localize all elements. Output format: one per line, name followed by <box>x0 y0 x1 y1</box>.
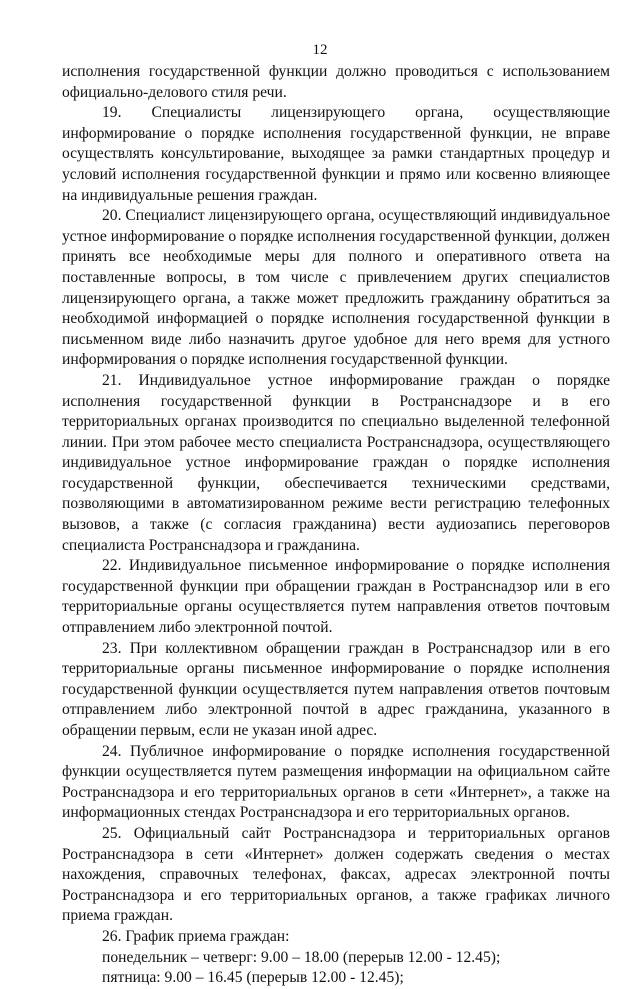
paragraph-25: 25. Официальный сайт Ространснадзора и территориальных органов Ространснадзора в сети «Интернет» должен содержать сведения о местах нахождения, справочных телефонах, факсах, адресах электронной почты Ространснадзора и его территориальных органов, а также графиках личного приема граждан. <box>62 824 610 925</box>
paragraph-21: 21. Индивидуальное устное информирование граждан о порядке исполнения государственной функции в Ространснадзоре и в его территориальных органах производится по специально выделенной телефонной линии. При этом рабочее место специалиста Ространснадзора, осуществляющего индивидуальное устное информирование граждан о порядке исполнения государственной функции, обеспечивается техническими средствами, позволяющими в автоматизированном режиме вести регистрацию телефонных вызовов, а также (с согласия гражданина) вести аудиозапись переговоров специалиста Ространснадзора и гражданина. <box>62 371 610 554</box>
schedule-line-mon-thu: понедельник – четверг: 9.00 – 18.00 (перерыв 12.00 - 12.45); <box>102 948 501 966</box>
page-number: 12 <box>312 42 328 58</box>
schedule-heading: 26. График приема граждан: <box>102 927 290 945</box>
paragraph-continuation: исполнения государственной функции должно проводиться с использованием официально-делового стиля речи. <box>62 63 610 101</box>
paragraph-19: 19. Специалисты лицензирующего органа, осуществляющие информирование о порядке исполнения государственной функции, не вправе осуществлять консультирование, выходящее за рамки стандартных процедур и условий исполнения государственной функции и прямо или косвенно влияющее на индивидуальные решения граждан. <box>62 104 610 204</box>
schedule-line-fri: пятница: 9.00 – 16.45 (перерыв 12.00 - 12.45); <box>102 969 404 987</box>
document-body <box>62 62 610 989</box>
paragraph-22: 22. Индивидуальное письменное информирование о порядке исполнения государственной функции при обращении граждан в Ространснадзор или в его территориальные органы осуществляется путем направления ответов почтовым отправлением либо электронной почтой. <box>62 557 610 637</box>
paragraph-20: 20. Специалист лицензирующего органа, осуществляющий индивидуальное устное информирование о порядке исполнения государственной функции, должен принять все необходимые меры для полного и оперативного ответа на поставленные вопросы, в том числе с привлечением других специалистов лицензирующего органа, а также может предложить гражданину обратиться за необходимой информацией о порядке исполнения государственной функции в письменном виде либо назначить другое удобное для него время для устного информирования о порядке исполнения государственной функции. <box>62 207 610 369</box>
paragraph-24: 24. Публичное информирование о порядке исполнения государственной функции осуществляется путем размещения информации на официальном сайте Ространснадзора и его территориальных органов в сети «Интернет», а также на информационных стендах Ространснадзора и его территориальных органов. <box>62 742 610 822</box>
paragraph-23: 23. При коллективном обращении граждан в Ространснадзор или в его территориальные органы письменное информирование о порядке исполнения государственной функции осуществляется путем направления ответов почтовым отправлением либо электронной почтой в адрес гражданина, указанного в обращении первым, если не указан иной адрес. <box>62 639 610 739</box>
